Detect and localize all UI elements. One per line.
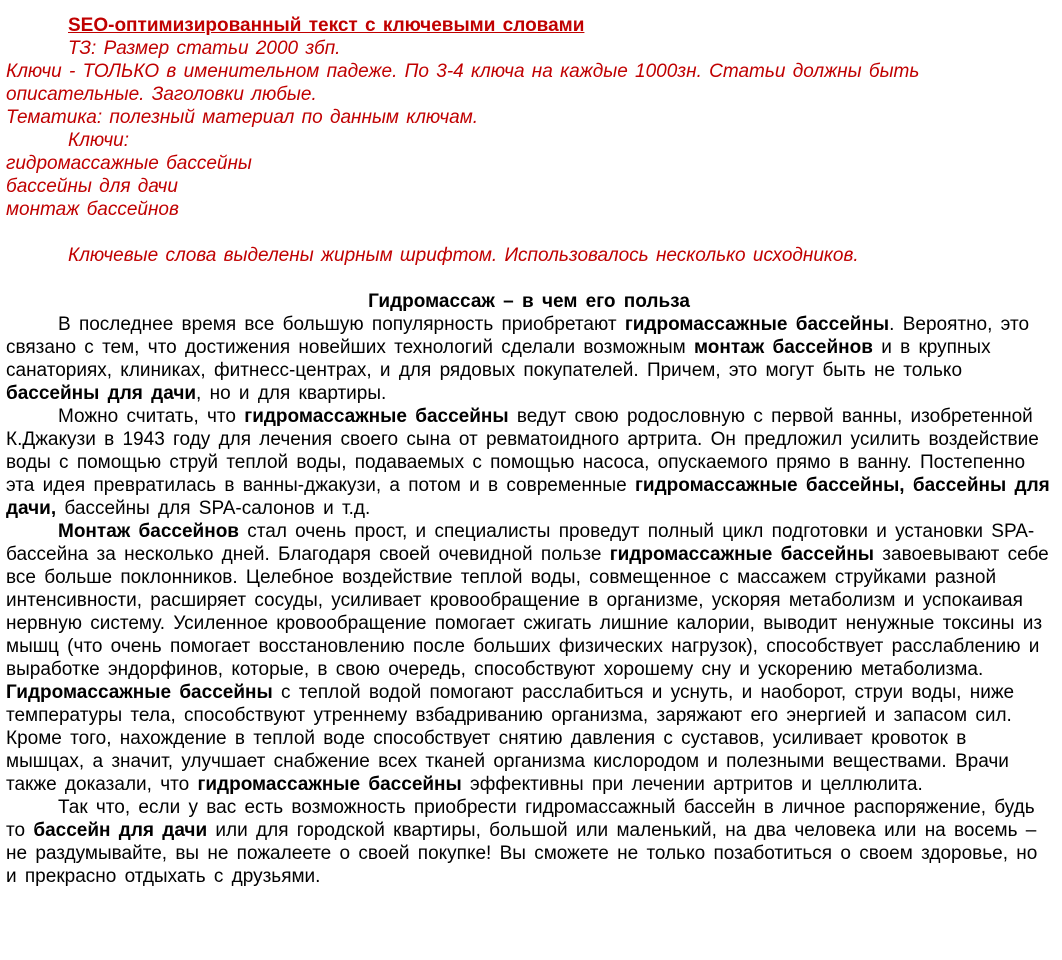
keyword-bold: гидромассажные бассейны [609,544,875,565]
text-run: или для городской квартиры, большой или маленький, на два человека или на восемь – не раздумывайте, вы не пожалеете о своей покупке! Вы сможете не только позаботиться о своем здоровье, но и прекрасно отдыхать с друзьями. [6,820,1038,887]
brief-section [6,14,1052,267]
text-run: с теплой водой помогают расслабиться и уснуть, и наоборот, струи воды, ниже температуры тела, способствуют утреннему взбадриванию организма, заряжают его энергией и запасом сил. Кроме того, нахождение в теплой воде способствует снятию давления с суставов, усиливает кровоток в мышцах, а значит, улучшает снабжение всех тканей организма кислородом и полезными веществами. Врачи также доказали, что [6,682,1015,795]
article-section [6,290,1052,888]
keyword-bold: бассейны для дачи [6,383,197,404]
text-run: ведут свою родословную с первой ванны, изобретенной К.Джакузи в 1943 году для лечения своего сына от ревматоидного артрита. Он предложил усилить воздействие воды с помощью струй теплой воды, подаваемых с помощью насоса, опускаемого прямо в ванну. Постепенно эта идея превратилась в ванны-джакузи, а потом и в современные [6,406,1039,496]
keyword-bold: Гидромассажные бассейны [6,682,273,703]
text-run: . Вероятно, это связано с тем, что достижения новейших технологий сделали возможным [6,314,1030,358]
keyword-item: монтаж бассейнов [6,199,179,220]
keyword-item: бассейны для дачи [6,176,178,197]
keyword-bold: бассейн для дачи [33,820,208,841]
text-run: бассейны для SPA-салонов и т.д. [56,498,371,519]
keyword-bold: Монтаж бассейнов [58,521,239,542]
article-paragraph [6,405,1052,520]
brief-lines [6,37,1052,221]
brief-line: Тематика: полезный материал по данным ключам. [6,107,479,128]
brief-title: SEO-оптимизированный текст с ключевыми словами [68,15,585,36]
brief-line: Ключи: [68,130,130,151]
keyword-bold: монтаж бассейнов [693,337,873,358]
text-run: Можно считать, что [58,406,245,427]
keyword-bold: гидромассажные бассейны [244,406,509,427]
article-title: Гидромассаж – в чем его польза [368,291,690,312]
brief-note: Ключевые слова выделены жирным шрифтом. Использовалось несколько исходников. [68,245,859,266]
article-paragraph [6,313,1052,405]
keyword-item: гидромассажные бассейны [6,153,252,174]
article-paragraph [6,796,1052,888]
article-body [6,313,1052,888]
text-run: , но и для квартиры. [196,383,387,404]
text-run: и в крупных санаториях, клиниках, фитнесс-центрах, и для рядовых покупателей. Причем, это могут быть не только [6,337,991,381]
brief-line: Ключи - ТОЛЬКО в именительном падеже. По 3-4 ключа на каждые 1000зн. Статьи должны быть описательные. Заголовки любые. [6,61,920,105]
text-run: Так что, если у вас есть возможность приобрести гидромассажный бассейн в личное распоряжение, будь то [6,797,1035,841]
brief-line: ТЗ: Размер статьи 2000 збп. [68,38,341,59]
text-run: эффективны при лечении артритов и целлюлита. [461,774,923,795]
text-run: В последнее время все большую популярность приобретают [58,314,625,335]
keyword-bold: гидромассажные бассейны [197,774,462,795]
keyword-bold: гидромассажные бассейны [624,314,890,335]
article-paragraph [6,520,1052,796]
keyword-bold: гидромассажные бассейны, бассейны для дачи, [6,475,1050,519]
text-run: завоевывают себе все больше поклонников. Целебное воздействие теплой воды, совмещенное с массажем струйками разной интенсивности, расширяет сосуды, усиливает кровообращение в организме, ускоряя метаболизм и успокаивая нервную систему. Усиленное кровообращение помогает сжигать лишние калории, выводит ненужные токсины из мышц (что очень помогает восстановлению после больших физических нагрузок), способствует расслаблению и выработке эндорфинов, которые, в свою очередь, способствуют хорошему сну и ускорению метаболизма. [6,544,1049,680]
text-run: стал очень прост, и специалисты проведут полный цикл подготовки и установки SPA-бассейна за несколько дней. Благодаря своей очевидной пользе [6,521,1035,565]
